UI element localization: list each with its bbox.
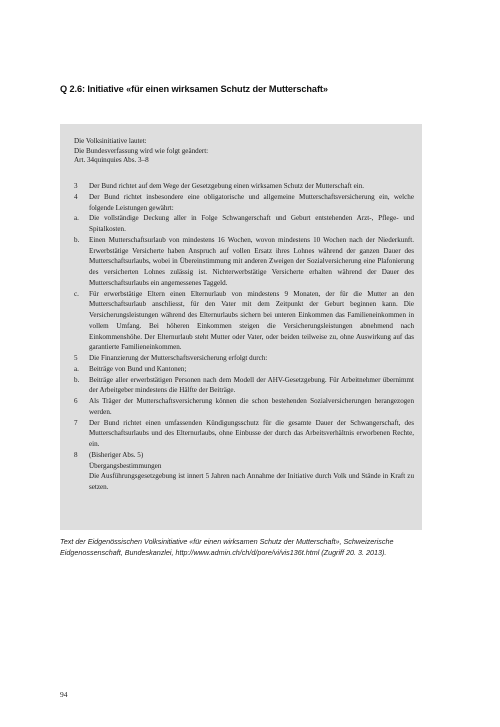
intro-line: Die Bundesverfassung wird wie folgt geändert: [74, 146, 209, 155]
source-caption: Text der Eidgenössischen Volksinitiative «für einen wirksamen Schutz der Mutterschaft», Schweizerische Eidgenossenschaft, Bundeskanzlei, http://www.admin.ch/ch/d/pore/vi/vis136t.html (Zugriff 20. 3. 2013). [60, 537, 394, 557]
list-item [74, 471, 414, 493]
list-item [74, 396, 414, 418]
list-item [74, 235, 414, 289]
item-text: Die Ausführungsgesetzgebung ist innert 5 Jahren nach Annahme der Initiative durch Volk und Stände in Kraft zu setzen. [89, 472, 414, 491]
item-text: Die vollständige Deckung aller in Folge Schwangerschaft und Geburt entstehenden Arzt-, Pflege- und Spitalkosten. [89, 214, 414, 233]
item-text: Beiträge aller erwerbstätigen Personen nach dem Modell der AHV-Gesetzgebung. Für Arbeitnehmer übernimmt der Arbeitgeber mindestens die Hälfte der Beiträge. [89, 375, 414, 395]
list-item [74, 418, 414, 450]
section-heading: Q 2.6: Initiative «für einen wirksamen Schutz der Mutterschaft» [60, 84, 328, 94]
page-number: 94 [60, 690, 68, 699]
list-item [74, 213, 414, 235]
item-text: Beiträge von Bund und Kantonen; [89, 364, 187, 373]
item-marker: 5 [74, 354, 78, 362]
item-marker: a. [74, 364, 79, 373]
item-marker: 3 [74, 182, 78, 190]
item-marker [74, 471, 89, 493]
item-text: Einen Mutterschaftsurlaub von mindestens 16 Wochen, wovon mindestens 10 Wochen nach der Niederkunft. Erwerbstätige Versicherte haben Anspruch auf vollen Ersatz ihres Lohnes während der ganzen Dauer des Mutterschaftsurlaubs, wobei in Übereinstimmung mit anderen Zweigen der Sozialversicherung eine Plafonierung des versicherten Lohnes zulässig ist. Nichterwerbstätige Versicherte erhalten während der Dauer des Mutterschaftsurlaubs ein angemessenes Taggeld. [89, 235, 414, 287]
item-text: Der Bund richtet einen umfassenden Kündigungsschutz für die gesamte Dauer der Schwangerschaft, des Mutterschaftsurlaubs und des Elternurlaubs, ohne Einbusse der durch das Arbeitsverhältnis erworbenen Rechte, ein. [89, 418, 414, 448]
item-text: Die Finanzierung der Mutterschaftsversicherung erfolgt durch: [89, 354, 268, 362]
item-marker: c. [74, 289, 79, 298]
initiative-text [74, 181, 414, 493]
item-text: Für erwerbstätige Eltern einen Elternurlaub von mindestens 9 Monaten, der für die Mutter an den Mutterschaftsurlaub anschliesst, für den Vater mit dem Zeitpunkt der Geburt beginnen kann. Die Versicherungsleistungen während des Elternurlaubs sichern bei unteren Einkommen das Familieneinkommen in vollem Umfang. Bei höheren Einkommen steigen die Versicherungsleistungen abnehmend nach Einkommenshöhe. Der Elternurlaub steht Mutter oder Vater, oder beiden teilweise zu, ohne Auswirkung auf das garantierte Familieneinkommen. [89, 289, 414, 352]
item-marker: b. [74, 235, 80, 244]
item-text: Als Träger der Mutterschaftsversicherung können die schon bestehenden Sozialversicherungen herangezogen werden. [89, 397, 414, 416]
item-marker: a. [74, 214, 79, 223]
item-marker: 6 [74, 397, 78, 405]
list-item [74, 353, 414, 364]
intro-line: Die Volksinitiative lautet: [74, 137, 147, 145]
item-text: Der Bund richtet insbesondere eine obligatorische und allgemeine Mutterschaftsversicherung ein, welche folgende Leistungen gewährt: [89, 192, 414, 212]
initiative-intro [74, 137, 414, 166]
item-text: (Bisheriger Abs. 5) [89, 450, 144, 459]
list-item [74, 181, 414, 192]
list-item [74, 461, 414, 472]
list-item [74, 289, 414, 354]
intro-line: Art. 34quinquies Abs. 3–8 [74, 156, 149, 165]
list-item [74, 375, 414, 397]
list-item [74, 364, 414, 375]
list-item [74, 450, 414, 461]
item-marker: 4 [74, 192, 78, 201]
item-marker: b. [74, 375, 80, 384]
item-marker [74, 461, 89, 472]
item-marker: 7 [74, 418, 78, 427]
item-marker: 8 [74, 450, 78, 459]
list-item [74, 192, 414, 214]
item-text: Der Bund richtet auf dem Wege der Gesetzgebung einen wirksamen Schutz der Mutterschaft ein. [89, 182, 365, 190]
item-text: Übergangsbestimmungen [89, 461, 162, 470]
